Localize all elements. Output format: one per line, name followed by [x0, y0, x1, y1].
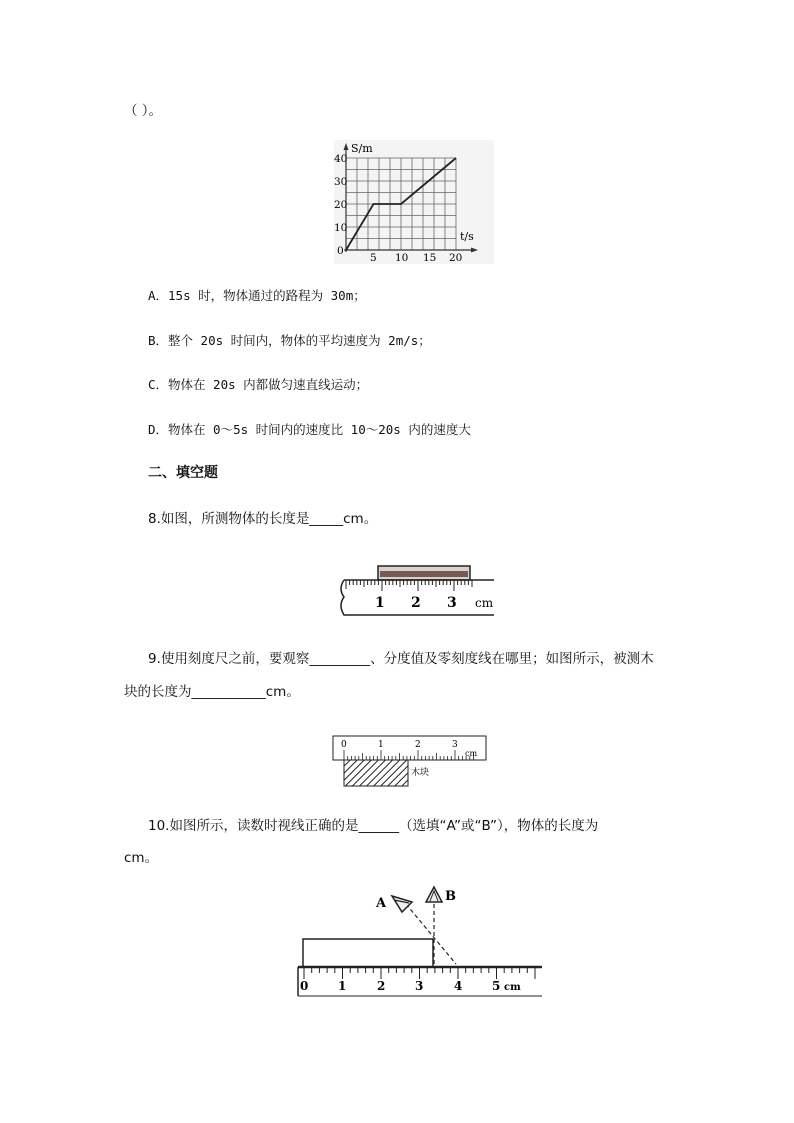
question-10-line-1: 10.如图所示，读数时视线正确的是______（选填“A”或“B”），物体的长度为: [148, 818, 599, 834]
ruler-q10-ticks: [304, 967, 535, 979]
wood-block-label: 木块: [411, 768, 430, 778]
ruler-q8-num-2: 2: [411, 595, 421, 611]
graph-svg: [334, 140, 494, 264]
question-8: 8.如图，所测物体的长度是_____cm。: [148, 511, 378, 527]
ruler-q10-num-2: 2: [377, 979, 386, 993]
ruler-q8-unit: cm: [475, 596, 494, 610]
ruler-figure-q9: [332, 735, 488, 787]
ruler-q10-num-5: 5: [492, 979, 501, 993]
question-9-line-2: 块的长度为___________cm。: [124, 684, 300, 700]
x-axis-arrow: [471, 248, 478, 253]
x-axis-label: t/s: [460, 230, 474, 243]
y-axis-label: S/m: [351, 142, 373, 155]
ruler-ticks: [346, 580, 472, 591]
x-tick-20: 20: [449, 252, 463, 264]
ruler-q10-num-1: 1: [338, 979, 347, 993]
ruler-q10-svg: [292, 884, 542, 1000]
eye-a-icon: [392, 896, 412, 912]
ruler-q10-num-4: 4: [454, 979, 463, 993]
measured-object-q10: [303, 939, 433, 967]
y-tick-30: 30: [334, 176, 348, 188]
option-a: A．15s 时，物体通过的路程为 30m；: [148, 288, 366, 303]
option-c: C．物体在 20s 内都做匀速直线运动；: [148, 377, 369, 392]
x-tick-10: 10: [395, 252, 409, 264]
question-10-line-2: cm。: [124, 850, 159, 866]
ruler-q10-unit: cm: [504, 982, 521, 993]
y-tick-10: 10: [334, 222, 348, 234]
wood-block: [344, 760, 408, 786]
y-tick-40: 40: [334, 153, 348, 165]
ruler-q9-num-0: 0: [341, 740, 347, 750]
question-9-line-1: 9.使用刻度尺之前，要观察_________、分度值及零刻度线在哪里；如图所示，被测木: [148, 651, 654, 667]
ruler-q8-num-1: 1: [375, 595, 385, 611]
option-d: D．物体在 0～5s 时间内的速度比 10～20s 内的速度大: [148, 422, 471, 437]
question-stub: （ ）。: [124, 103, 163, 119]
ruler-figure-q10: [292, 884, 542, 1000]
y-tick-20: 20: [334, 199, 348, 211]
ruler-q8-svg: [322, 563, 494, 623]
eye-b-label: B: [445, 889, 456, 904]
ruler-q9-num-3: 3: [452, 740, 458, 750]
ruler-q9-svg: [332, 735, 488, 787]
ruler-q9-unit: cm: [465, 749, 478, 758]
ruler-q10-num-3: 3: [415, 979, 424, 993]
ruler-q8-num-3: 3: [447, 595, 457, 611]
y-axis-arrow: [344, 143, 349, 150]
eye-b-icon: [426, 887, 442, 902]
ruler-q9-num-1: 1: [378, 740, 384, 750]
eye-a-label: A: [376, 896, 387, 911]
ruler-q9-body: [333, 736, 486, 760]
x-tick-5: 5: [370, 252, 377, 264]
x-tick-15: 15: [423, 252, 437, 264]
ruler-q10-num-0: 0: [300, 979, 309, 993]
option-b: B．整个 20s 时间内，物体的平均速度为 2m/s；: [148, 333, 431, 348]
object-shading: [380, 571, 468, 577]
section-title: 二、填空题: [148, 465, 218, 481]
y-tick-0: 0: [337, 245, 344, 257]
distance-time-graph: [334, 140, 494, 264]
ruler-figure-q8: [322, 563, 494, 623]
ruler-q9-num-2: 2: [415, 740, 421, 750]
